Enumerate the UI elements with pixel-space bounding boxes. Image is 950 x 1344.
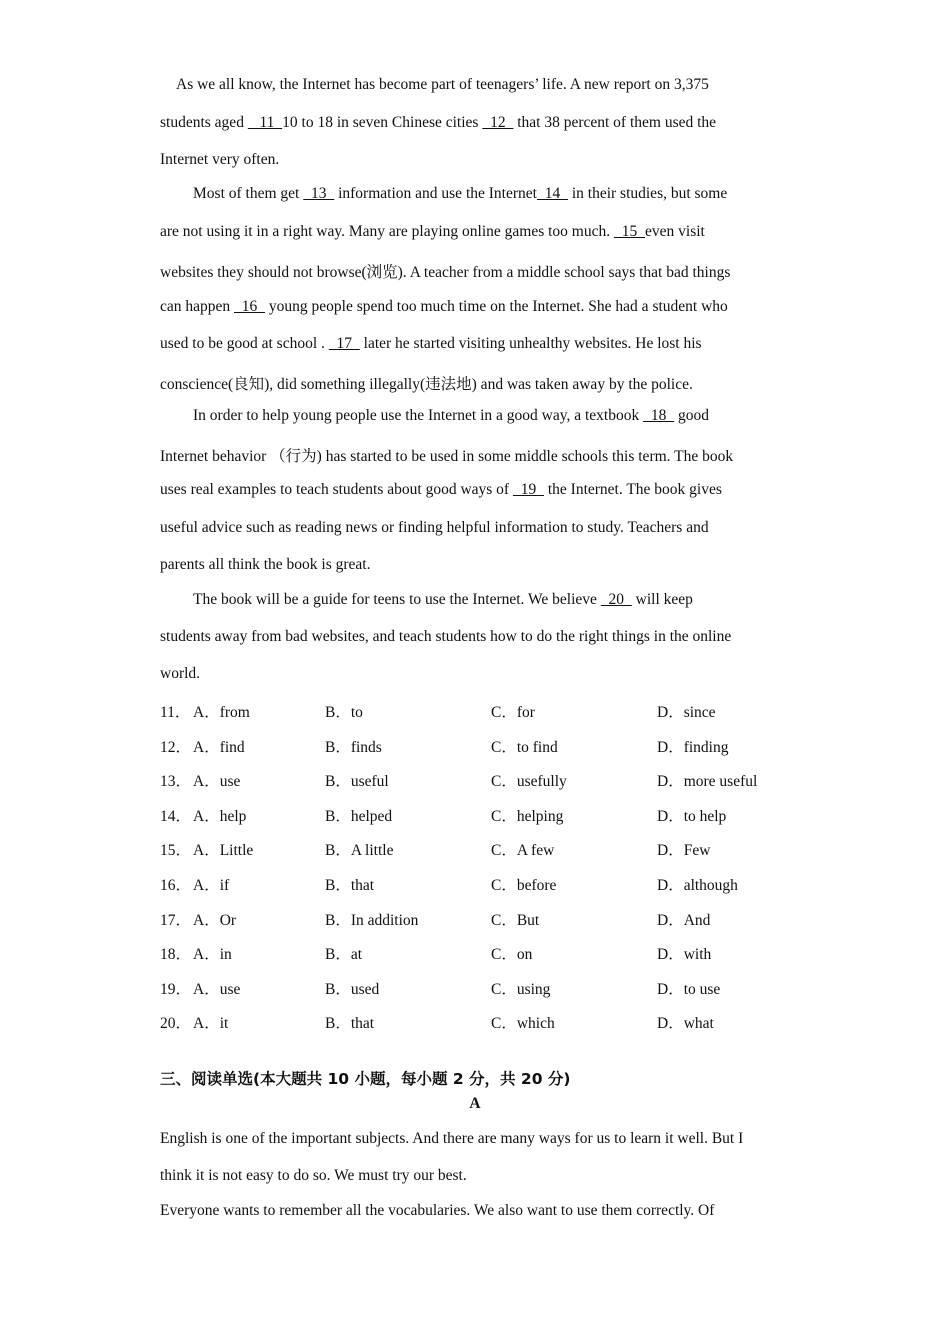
question-number: 12．	[160, 738, 192, 756]
option-b: B．used	[325, 980, 380, 998]
blank-12: 12	[482, 114, 514, 131]
blank-14: 14	[536, 185, 568, 202]
blank-13: 13	[303, 185, 335, 202]
question-number: 11．	[160, 704, 191, 721]
option-b: B．useful	[325, 773, 389, 791]
text: are not using it in a right way. Many are playing online games too much.	[160, 223, 614, 240]
option-b: B．In addition	[325, 911, 419, 929]
text: can happen	[160, 298, 235, 315]
question-number: 18．	[160, 946, 192, 964]
p1-line-1: As we all know, the Internet has become part of teenagers’ life. A new report on 3,375	[176, 76, 709, 93]
p1-line-2	[160, 114, 716, 132]
option-c: C．using	[491, 980, 551, 998]
option-d: D．what	[657, 1015, 714, 1033]
text: used to be good at school .	[160, 335, 329, 352]
blank-18: 18	[643, 407, 675, 424]
blank-11: 11	[247, 114, 283, 131]
option-b: B．that	[325, 877, 375, 894]
option-a: A．Little	[193, 842, 254, 860]
text: the Internet. The book gives	[543, 481, 722, 498]
question-number: 16．	[160, 877, 192, 894]
text: The book will be a guide for teens to use the Internet. We believe	[193, 591, 601, 608]
question-number: 14．	[160, 807, 192, 825]
text: good	[674, 407, 709, 424]
text: in their studies, but some	[567, 185, 728, 202]
blank-17: 17	[328, 335, 360, 352]
text: In order to help young people use the Internet in a good way, a textbook	[193, 407, 644, 424]
option-b: B．at	[325, 946, 363, 964]
option-d: D．to use	[657, 980, 721, 998]
text: 10 to 18 in seven Chinese cities	[282, 114, 483, 131]
option-c: C．for	[491, 704, 535, 721]
question-number: 15．	[160, 842, 192, 860]
p2-line-1	[193, 185, 727, 203]
option-b: B．helped	[325, 807, 393, 825]
p2-line-5	[160, 335, 702, 353]
section3-line-2: think it is not easy to do so. We must try our best.	[160, 1167, 467, 1184]
option-d: D．with	[657, 946, 712, 964]
option-c: C．helping	[491, 807, 564, 825]
option-c: C．But	[491, 911, 540, 929]
passage-label: A	[469, 1095, 481, 1112]
option-d: D．finding	[657, 738, 729, 756]
option-a: A．if	[193, 877, 230, 894]
p3-line-3	[160, 481, 722, 499]
p1-line-3: Internet very often.	[160, 151, 280, 168]
p2-line-4	[160, 298, 728, 316]
option-c: C．to find	[491, 738, 558, 756]
option-c: C．A few	[491, 842, 555, 860]
option-b: B．finds	[325, 738, 382, 756]
question-number: 17．	[160, 911, 192, 929]
question-number: 13．	[160, 773, 192, 791]
option-a: A．in	[193, 946, 232, 964]
option-a: A．it	[193, 1015, 229, 1033]
text: will keep	[631, 591, 693, 608]
option-c: C．which	[491, 1015, 555, 1033]
option-a: A．from	[193, 704, 250, 721]
option-c: C．usefully	[491, 773, 567, 791]
option-c: C．on	[491, 946, 533, 964]
option-c: C．before	[491, 877, 557, 894]
option-a: A．use	[193, 773, 241, 791]
option-a: A．help	[193, 807, 247, 825]
p3-line-5: parents all think the book is great.	[160, 556, 371, 573]
p3-line-1	[193, 407, 709, 425]
text: later he started visiting unhealthy websites. He lost his	[359, 335, 702, 352]
option-b: B．that	[325, 1015, 375, 1033]
option-a: A．use	[193, 980, 241, 998]
text: Most of them get	[193, 185, 304, 202]
p3-line-4: useful advice such as reading news or finding helpful information to study. Teachers and	[160, 519, 709, 536]
p2-line-6: conscience(良知), did something illegally(违法地) and was taken away by the police.	[160, 376, 693, 393]
option-d: D．And	[657, 911, 711, 929]
option-d: D．Few	[657, 842, 711, 860]
text: information and use the Internet	[334, 185, 537, 202]
question-number: 20．	[160, 1015, 192, 1033]
p4-line-2: students away from bad websites, and teach students how to do the right things in the online	[160, 628, 732, 645]
section3-line-1: English is one of the important subjects. And there are many ways for us to learn it well. But I	[160, 1130, 744, 1147]
option-d: D．to help	[657, 807, 727, 825]
text: uses real examples to teach students about good ways of	[160, 481, 513, 498]
text: students aged	[160, 114, 248, 131]
blank-16: 16	[234, 298, 266, 315]
option-b: B．to	[325, 704, 363, 721]
option-a: A．Or	[193, 911, 237, 929]
question-number: 19．	[160, 980, 192, 998]
p3-line-2: Internet behavior （行为) has started to be used in some middle schools this term. The book	[160, 448, 734, 465]
p2-line-3: websites they should not browse(浏览). A teacher from a middle school says that bad things	[160, 264, 731, 281]
blank-19: 19	[512, 481, 544, 498]
text: young people spend too much time on the Internet. She had a student who	[265, 298, 728, 315]
section3-line-3: Everyone wants to remember all the vocabularies. We also want to use them correctly. Of	[160, 1202, 715, 1219]
p4-line-1	[193, 591, 693, 609]
section-heading: 三、阅读单选(本大题共 10 小题，每小题 2 分，共 20 分)	[160, 1070, 571, 1088]
option-a: A．find	[193, 738, 245, 756]
option-b: B．A little	[325, 842, 394, 860]
option-d: D．although	[657, 877, 738, 894]
text: even visit	[645, 223, 705, 240]
option-d: D．since	[657, 704, 716, 721]
p4-line-3: world.	[160, 665, 201, 682]
blank-20: 20	[600, 591, 632, 608]
blank-15: 15	[614, 223, 645, 240]
text: that 38 percent of them used the	[513, 114, 717, 131]
p2-line-2	[160, 223, 705, 241]
option-d: D．more useful	[657, 773, 758, 791]
